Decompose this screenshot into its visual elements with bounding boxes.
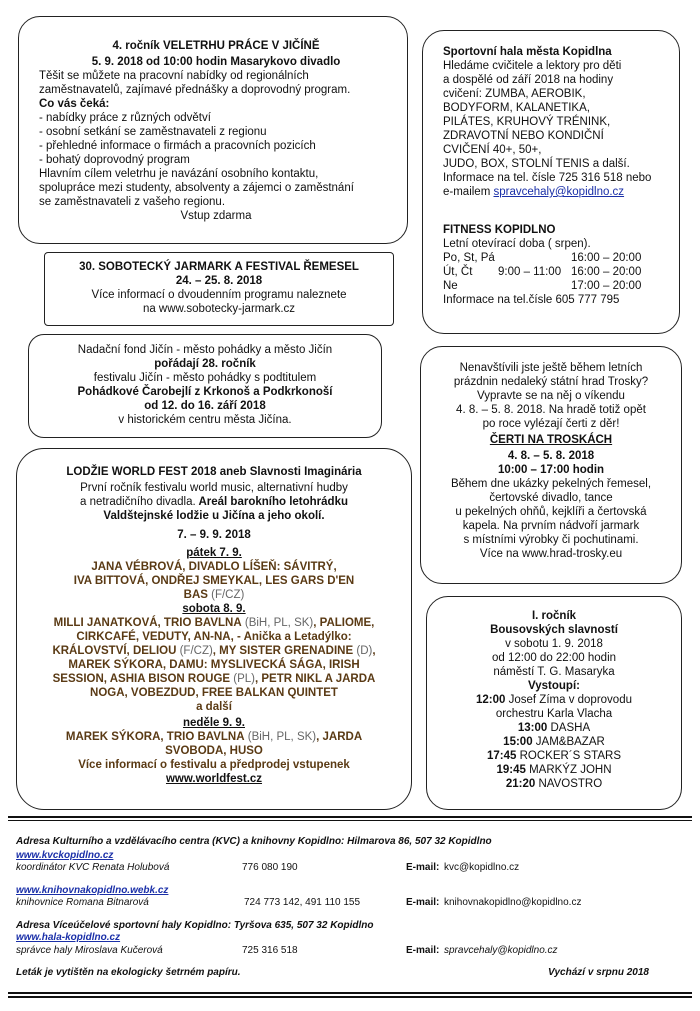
fitness-subtitle: Letní otevírací doba ( srpen). <box>443 238 591 250</box>
eco-note: Leták je vytištěn na ekologicky šetrném papíru. <box>16 967 241 978</box>
fitness-hours-row: Po, St, Pá 16:00 – 20:00 <box>443 252 642 264</box>
bousov-title-1: I. ročník <box>531 610 577 622</box>
job-fair-title: 4. ročník VELETRHU PRÁCE V JIČÍNĚ <box>112 40 320 52</box>
hall-phone: 725 316 518 <box>242 945 298 956</box>
library-email[interactable]: knihovnakopidlno@kopidlno.cz <box>444 897 582 908</box>
kvc-email[interactable]: kvc@kopidlno.cz <box>444 862 520 873</box>
job-fair-date: 5. 9. 2018 od 10:00 hodin Masarykovo divadlo <box>91 56 341 68</box>
job-fair-box <box>18 16 408 244</box>
hall-address: Adresa Víceúčelové sportovní haly Kopidlno: Tyršova 635, 507 32 Kopidlno <box>16 920 374 931</box>
list-item: - osobní setkání se zaměstnavateli z regionu <box>39 126 267 138</box>
fair-info: Více informací o dvoudenním programu naleznete <box>91 289 347 301</box>
fairytale-subtitle: Pohádkové Čarobejlí z Krkonoš a Podkrkonoší <box>77 386 333 398</box>
list-item: 21:20 NAVOSTRO <box>505 778 603 790</box>
list-item: 15:00 JAM&BAZAR <box>503 736 605 748</box>
kvc-email-label: E-mail: <box>406 862 440 873</box>
footer-divider-top-2 <box>8 820 692 821</box>
library-phone: 724 773 142, 491 110 155 <box>244 897 361 908</box>
worldfest-friday-heading: pátek 7. 9. <box>186 547 242 559</box>
sports-hall-box: Sportovní hala města Kopidlna Hledáme cvičitele a lektory pro děti a dospělé od září 2018 na hodiny cvičení: ZUMBA, AEROBIK, BODYFORM, KALANETIKA, PILÁTES, KRUHOVÝ TRÉNINK, ZDRAVOTNÍ NEBO KONDIČNÍ CVIČENÍ 40+, 50+, JUDO, BOX, STOLNÍ TENIS a další. Informace na tel. čísle 725 316 518 nebo e-mailem spravcehaly@kopidlno.cz FITNESS KOPIDLNO Letní otevírací doba ( srpen). Po, St, Pá 16:00 – 20:00 Út, Čt 9:00 – 11:00 16:00 – 20:00 Ne 17:00 – 20:00 Informace na tel.čísle 605 777 795 <box>422 30 680 334</box>
trosky-box: Nenavštívili jste ještě během letních prázdnin nedaleký státní hrad Trosky? Vypravte se na něj o víkendu 4. 8. – 5. 8. 2018. Na hradě totiž opět po roce vylézají čerti z děr! ČERTI NA TROSKÁCH 4. 8. – 5. 8. 2018 10:00 – 17:00 hodin Během dne ukázky pekelných řemesel, čertovské divadlo, tance u pekelných ohňů, kejklíři a čertovská kapela. Na prvním nádvoří jarmark s místními výrobky či pochutinami. Více na www.hrad-trosky.eu <box>420 346 682 584</box>
library-web-link[interactable]: www.knihovnakopidlno.webk.cz <box>16 885 169 896</box>
trosky-time: 10:00 – 17:00 hodin <box>497 464 605 476</box>
trosky-title: ČERTI NA TROSKÁCH <box>489 434 613 446</box>
fitness-hours-row: Ne 17:00 – 20:00 <box>443 280 642 292</box>
fairytale-box: Nadační fond Jičín - město pohádky a město Jičín pořádají 28. ročník festivalu Jičín - město pohádky s podtitulem Pohádkové Čarobejlí z Krkonoš a Podkrkonoší od 12. do 16. září 2018 v historickém centru města Jičína. <box>28 334 382 438</box>
issue-date: Vychází v srpnu 2018 <box>548 967 649 978</box>
fitness-hours-row: Út, Čt 9:00 – 11:00 16:00 – 20:00 <box>443 266 642 278</box>
kvc-phone: 776 080 190 <box>242 862 298 873</box>
footer-divider-bottom <box>8 992 692 994</box>
footer-divider-top <box>8 816 692 818</box>
list-item: 12:00 Josef Zíma v doprovodu <box>476 694 632 706</box>
list-item: 17:45 ROCKER´S STARS <box>487 750 621 762</box>
job-fair-goal: Hlavním cílem veletrhu je navázání osobního kontaktu, spolupráce mezi studenty, absolventy a zájemci o zaměstnání se zaměstnavateli z vašeho regionu. <box>39 168 354 208</box>
library-person: knihovnice Romana Bitnarová <box>16 897 149 908</box>
bousov-title-2: Bousovských slavností <box>490 624 618 636</box>
sports-hall-title: Sportovní hala města Kopidlna <box>443 46 612 58</box>
fair-web[interactable]: na www.sobotecky-jarmark.cz <box>142 303 296 315</box>
worldfest-box: LODŽIE WORLD FEST 2018 aneb Slavnosti Imaginária První ročník festivalu world music, alternativní hudby a netradičního divadla. Areál barokního letohrádku Valdštejnské lodžie u Jičína a jeho okolí. 7. – 9. 9. 2018 pátek 7. 9. JANA VÉBROVÁ, DIVADLO LÍŠEŇ: SÁVITRÝ, IVA BITTOVÁ, ONDŘEJ SMEYKAL, LES GARS D'EN BAS (F/CZ) sobota 8. 9. MILLI JANATKOVÁ, TRIO BAVLNA (BiH, PL, SK), PALIOME, CIRKCAFÉ, VEDUTY, AN-NA, - Anička a Letadýlko: KRÁLOVSTVÍ, DELIOU (F/CZ), MY SISTER GRENADINE (D), MAREK SÝKORA, DAMU: MYSLIVECKÁ SÁGA, IRISH SESSION, ASHIA BISON ROUGE (PL), PETR NIKL A JARDA NOGA, VOBEZDUD, FREE BALKAN QUINTET a další neděle 9. 9. MAREK SÝKORA, TRIO BAVLNA (BiH, PL, SK), JARDA SVOBODA, HUSO Více informací o festivalu a předprodej vstupenek www.worldfest.cz <box>16 448 412 810</box>
list-item: 19:45 MARKÝZ JOHN <box>496 764 612 776</box>
kvc-person: koordinátor KVC Renata Holubová <box>16 862 170 873</box>
fitness-title: FITNESS KOPIDLNO <box>443 224 556 236</box>
worldfest-title: LODŽIE WORLD FEST 2018 aneb Slavnosti Imaginária <box>66 466 362 478</box>
worldfest-sunday-heading: neděle 9. 9. <box>182 717 245 729</box>
list-item: - bohatý doprovodný program <box>39 154 190 166</box>
footer-divider-bottom-2 <box>8 996 692 998</box>
fairytale-date: od 12. do 16. září 2018 <box>144 400 266 412</box>
fair-date: 24. – 25. 8. 2018 <box>175 275 263 287</box>
list-item: - nabídky práce z různých odvětví <box>39 112 211 124</box>
bousov-box: I. ročník Bousovských slavností v sobotu 1. 9. 2018 od 12:00 do 22:00 hodin náměstí T. G. Masaryka Vystoupí: 12:00 Josef Zíma v doprovodu orchestru Karla Vlacha 13:00 DASHA 15:00 JAM&BAZAR 17:45 ROCKER´S STARS 19:45 MARKÝZ JOHN 21:20 NAVOSTRO <box>426 596 682 810</box>
fair-title: 30. SOBOTECKÝ JARMARK A FESTIVAL ŘEMESEL <box>79 261 359 273</box>
fair-box <box>44 252 394 326</box>
job-fair-what-heading: Co vás čeká: <box>39 98 110 110</box>
library-email-label: E-mail: <box>406 897 440 908</box>
hall-person: správce haly Miroslava Kučerová <box>16 945 163 956</box>
list-item: 13:00 DASHA <box>517 722 591 734</box>
job-fair-intro: Těšit se můžete na pracovní nabídky od regionálních zaměstnavatelů, zajímavé přednášky a doprovodný program. <box>39 70 351 96</box>
job-fair-bullets <box>39 111 393 167</box>
trosky-date: 4. 8. – 5. 8. 2018 <box>507 450 595 462</box>
hall-email-label: E-mail: <box>406 945 440 956</box>
sports-hall-email-link[interactable]: spravcehaly@kopidlno.cz <box>493 186 625 198</box>
job-fair-entry: Vstup zdarma <box>180 210 252 222</box>
worldfest-dates: 7. – 9. 9. 2018 <box>177 529 251 541</box>
hall-web-link[interactable]: www.hala-kopidlno.cz <box>16 932 121 943</box>
kvc-address: Adresa Kulturního a vzdělávacího centra (KVC) a knihovny Kopidlno: Hilmarova 86, 507 32 Kopidlno <box>16 836 492 847</box>
fitness-phone: Informace na tel.čísle 605 777 795 <box>443 294 620 306</box>
bousov-performers-heading: Vystoupí: <box>528 680 580 692</box>
worldfest-web[interactable]: www.worldfest.cz <box>165 773 263 785</box>
worldfest-saturday-heading: sobota 8. 9. <box>182 603 246 615</box>
list-item: - přehledné informace o firmách a pracovních pozicích <box>39 140 316 152</box>
list-item: orchestru Karla Vlacha <box>495 708 613 720</box>
trosky-web[interactable]: Více na www.hrad-trosky.eu <box>479 548 623 560</box>
hall-email[interactable]: spravcehaly@kopidlno.cz <box>444 945 558 956</box>
kvc-web-link[interactable]: www.kvckopidlno.cz <box>16 850 114 861</box>
